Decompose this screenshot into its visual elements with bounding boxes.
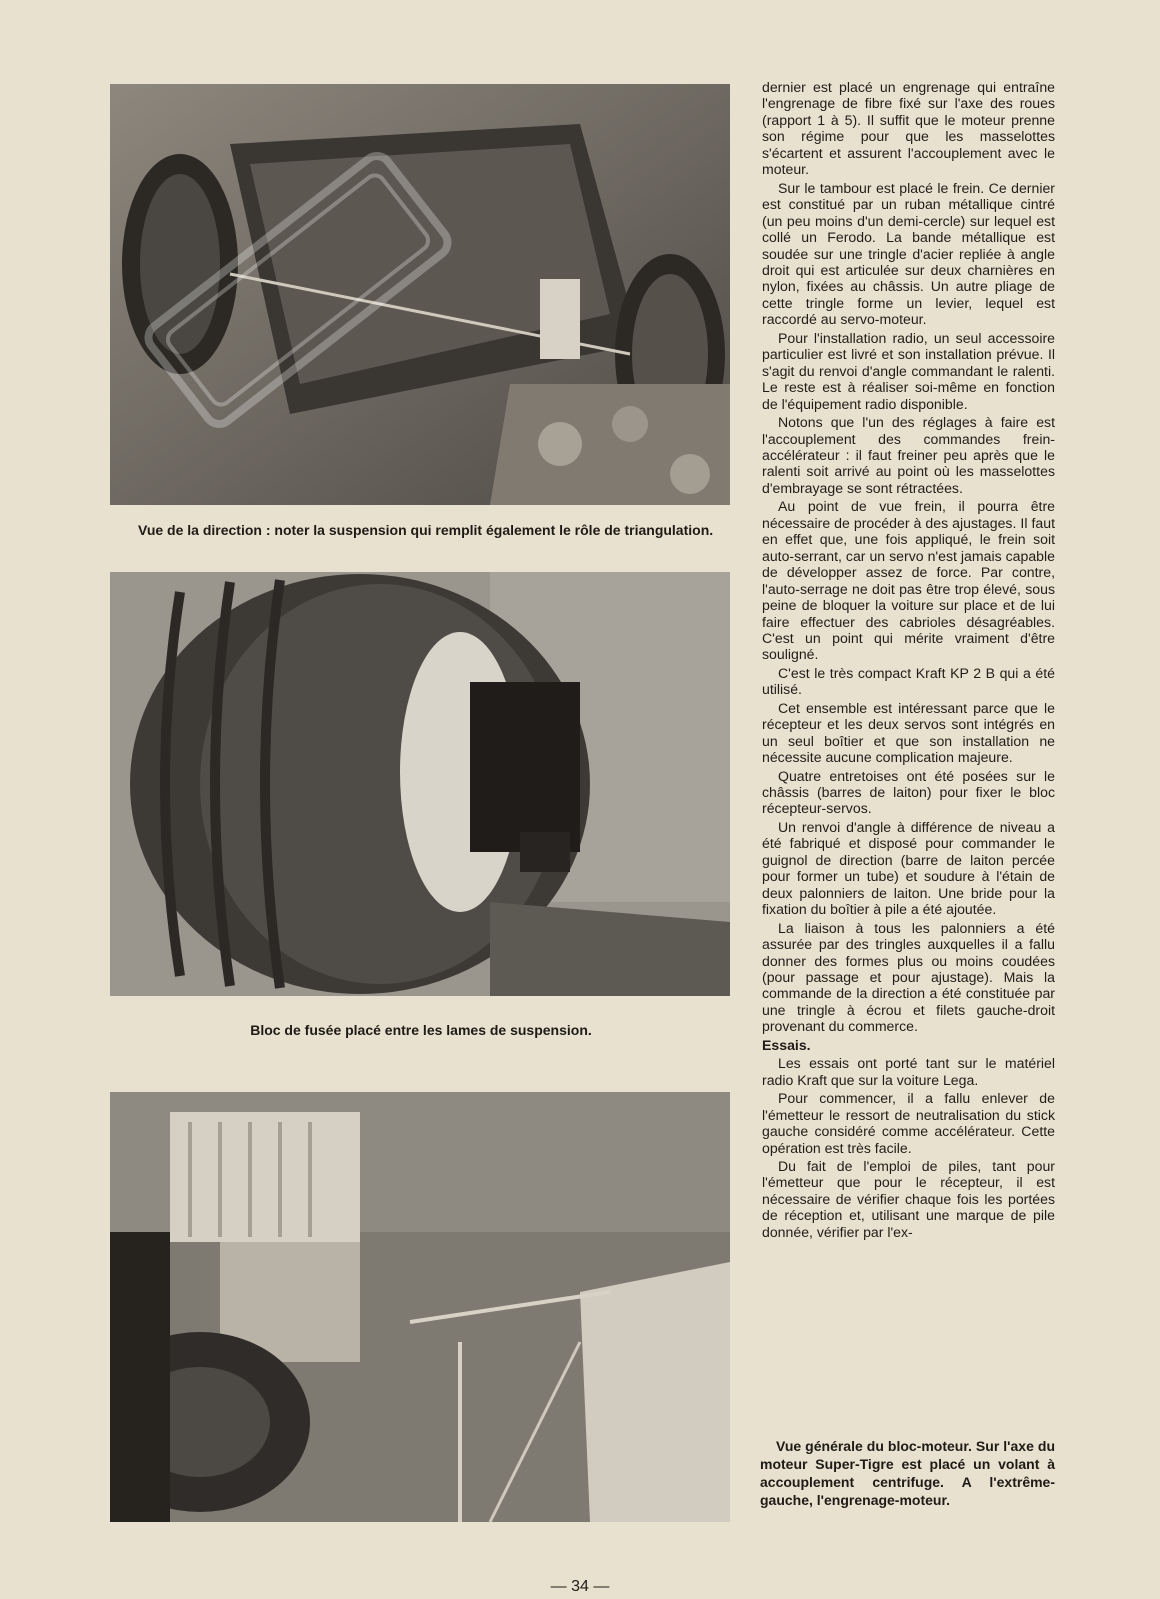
article-paragraph: Les essais ont porté tant sur le matériel radio Kraft que sur la voiture Lega.	[762, 1055, 1055, 1088]
photo-steering	[110, 84, 730, 505]
section-heading: Essais.	[762, 1036, 811, 1053]
article-paragraph: Pour l'installation radio, un seul accessoire particulier est livré et son installation prévue. Il s'agit du renvoi d'angle commandant le ralenti. Le reste est à réaliser soi-même en fonction de l'équipement radio disponible.	[762, 329, 1055, 412]
article-paragraph: Un renvoi d'angle à différence de niveau a été fabriqué et disposé pour commander le guignol de direction (barre de laiton percée pour former un tube) et soudure à l'étain de deux palonniers de laiton. Une bride pour la fixation du boîtier à pile a été ajoutée.	[762, 818, 1055, 918]
article-paragraph: La liaison à tous les palonniers a été assurée par des tringles auxquelles il a fallu donner des formes plus ou moins coudées (pour passage et pour ajustage). Mais la commande de la direction a été constituée par une tringle à écrou et filets gauche-droit provenant du commerce.	[762, 919, 1055, 1035]
photo-engine-block	[110, 1092, 730, 1522]
article-paragraph: Pour commencer, il a fallu enlever de l'émetteur le ressort de neutralisation du stick gauche considéré comme accélérateur. Cette opération est très facile.	[762, 1090, 1055, 1156]
article-paragraph: C'est le très compact Kraft KP 2 B qui a été utilisé.	[762, 664, 1055, 698]
caption-engine-block: Vue générale du bloc-moteur. Sur l'axe du moteur Super-Tigre est placé un volant à accouplement centrifuge. A l'extrême-gauche, l'engrenage-moteur.	[760, 1438, 1055, 1508]
article-paragraph: dernier est placé un engrenage qui entraîne l'engrenage de fibre fixé sur l'axe des roues (rapport 1 à 5). Il suffit que le moteur prenne son régime pour que les masselottes s'écartent et assurent l'accouplement avec le moteur.	[762, 79, 1055, 178]
page-number: — 34 —	[550, 1578, 610, 1595]
caption-wheel-hub: Bloc de fusée placé entre les lames de suspension.	[250, 1022, 592, 1038]
article-paragraph: Au point de vue frein, il pourra être nécessaire de procéder à des ajustages. Il faut en effet que, une fois appliqué, le frein soit auto-serrant, car un servo n'est jamais capable de développer assez de force. Par contre, l'auto-serrage ne doit pas être trop élevé, sous peine de bloquer la voiture sur place et de lui faire effectuer des cabrioles désagréables. C'est un point qui mérite vraiment d'être souligné.	[762, 498, 1055, 663]
caption-steering: Vue de la direction : noter la suspension qui remplit également le rôle de triangulation.	[138, 522, 714, 538]
article-paragraph: Quatre entretoises ont été posées sur le châssis (barres de laiton) pour fixer le bloc récepteur-servos.	[762, 767, 1055, 817]
photo-wheel-hub	[110, 572, 730, 996]
article-paragraph: Notons que l'un des réglages à faire est l'accouplement des commandes frein-accélérateur : il faut freiner peu après que le ralenti soit arrivé au point où les masselottes d'embrayage se sont rétractées.	[762, 414, 1055, 496]
article-paragraph: Du fait de l'emploi de piles, tant pour l'émetteur que pour le récepteur, il est nécessaire de vérifier chaque fois les portées de réception et, utilisant une marque de pile donnée, vérifier par l'ex-	[762, 1158, 1055, 1240]
article-paragraph: Cet ensemble est intéressant parce que le récepteur et les deux servos sont intégrés en un seul boîtier et que son installation ne nécessite aucune complication majeure.	[762, 699, 1055, 766]
article-column	[762, 79, 1055, 1242]
article-paragraph: Sur le tambour est placé le frein. Ce dernier est constitué par un ruban métallique cintré (un peu moins d'un demi-cercle) sur lequel est collé un Ferodo. La bande métallique est soudée sur une tringle d'acier repliée à angle droit qui est articulée sur deux charnières en nylon, fixées au châssis. Un autre pliage de cette tringle forme un levier, lequel est raccordé au servo-moteur.	[762, 179, 1055, 328]
